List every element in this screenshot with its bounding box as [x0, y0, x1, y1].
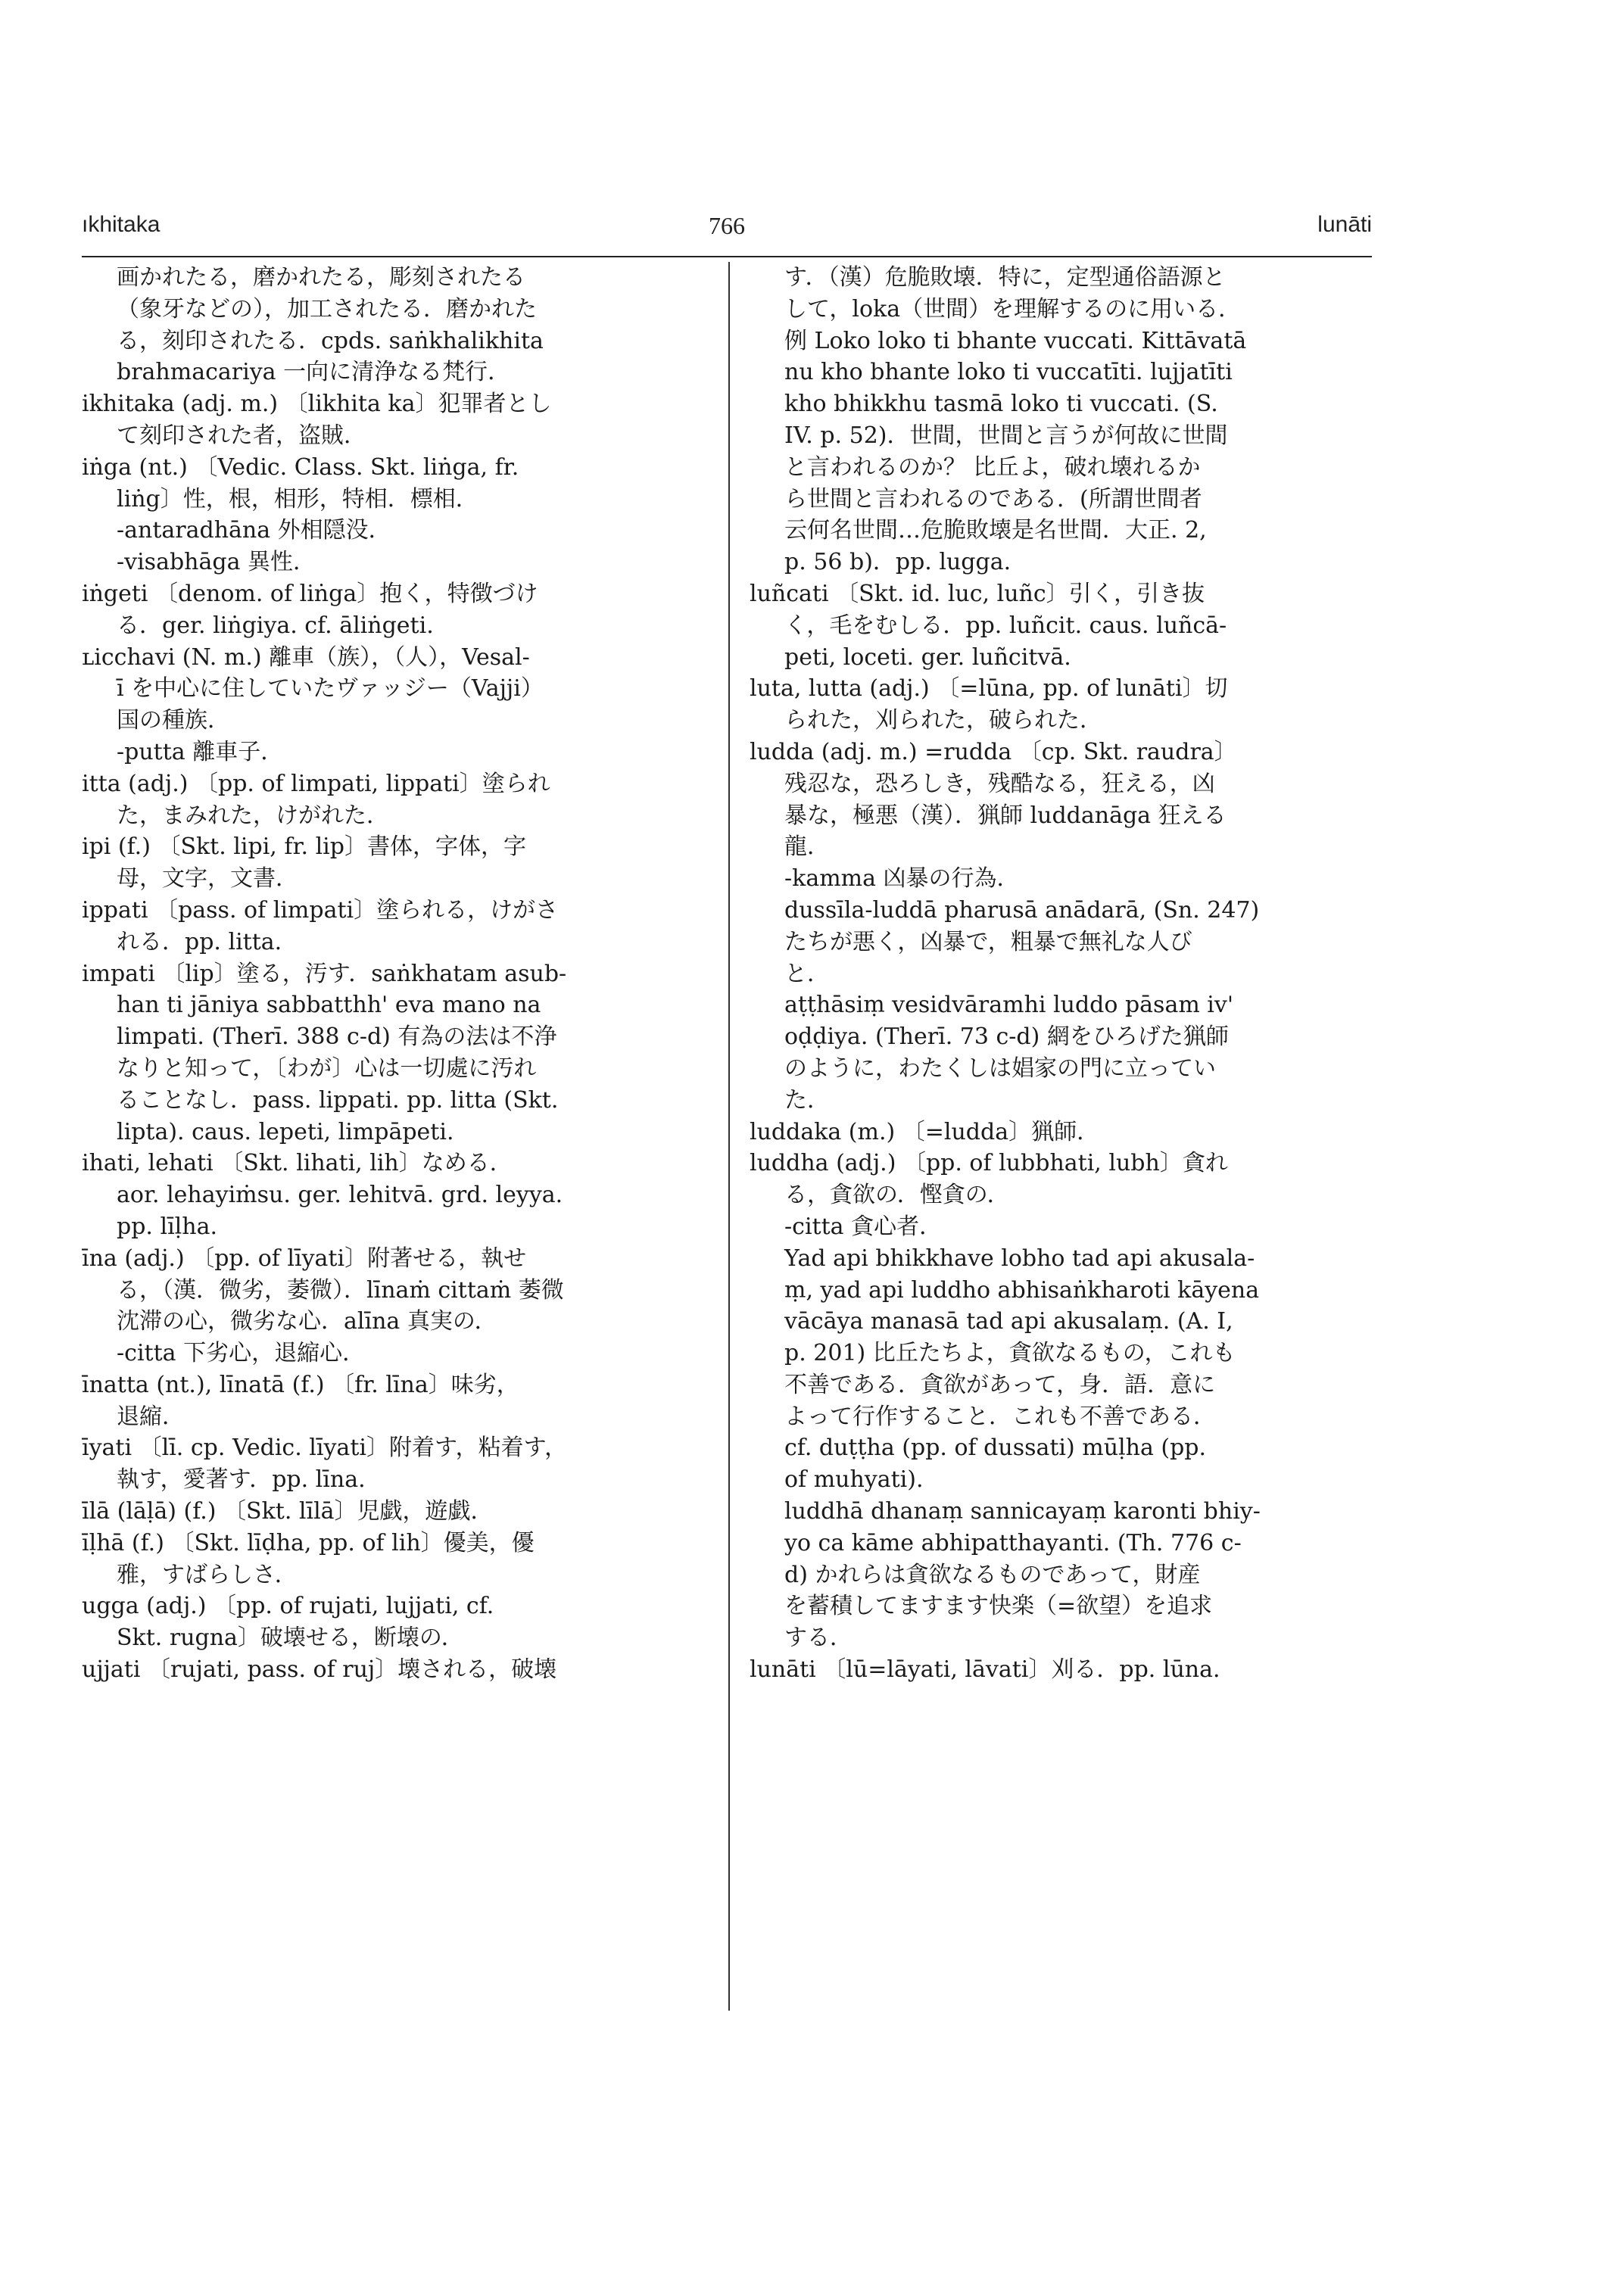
entry-headword-line: luddha (adj.) 〔pp. of lubbhati, lubh〕貪れ [750, 1150, 1228, 1177]
entry-text-line: -antaradhāna 外相隠没． [117, 517, 391, 544]
entry-headword-line: impati 〔lip〕塗る，汚す．saṅkhatam asub- [82, 960, 567, 987]
entry-text-line: 云何名世間…危脆敗壊是名世間．大正. 2, [784, 517, 1207, 544]
entry-text-line: -putta 離車子． [117, 738, 284, 765]
entry-text-line: limpati. (Therī. 388 c-d) 有為の法は不浄 [117, 1023, 557, 1051]
entry-text-line: る，（漢．微劣，萎微）．līnaṁ cittaṁ 萎微 [117, 1276, 564, 1304]
entry-text-line: と言われるのか？ 比丘よ，破れ壊れるか [784, 453, 1201, 481]
entry-text-line: p. 201) 比丘たちよ，貪欲なるもの，これも [784, 1340, 1236, 1367]
entry-text-line: d) かれらは貪欲なるものであって，財産 [784, 1561, 1201, 1588]
entry-text-line: -kamma 凶暴の行為． [784, 865, 1020, 893]
entry-text-line: 暴な，極悪（漢）．猟師 luddanāga 狂える [784, 802, 1227, 829]
entry-headword-line: itta (adj.) 〔pp. of limpati, lippati〕塗られ [82, 770, 550, 797]
entry-text-line: Skt. rugna〕破壊せる，断壊の． [117, 1625, 464, 1652]
column-divider [728, 262, 730, 2011]
entry-text-line: han ti jāniya sabbatthh' eva mano na [117, 992, 541, 1019]
entry-text-line: dussīla-luddā pharusā anādarā, (Sn. 247) [784, 896, 1260, 924]
page-number: 766 [709, 212, 745, 239]
entry-text-line: （象牙などの），加工されたる．磨かれた [117, 295, 537, 322]
entry-text-line: 母，文字，文書． [117, 865, 298, 893]
entry-headword-line: iṅgeti 〔denom. of liṅga〕抱く，特徴づけ [82, 580, 538, 607]
entry-text-line: ṃ, yad api luddho abhisaṅkharoti kāyena [784, 1276, 1260, 1304]
entry-headword-line: luta, lutta (adj.) 〔=lūna, pp. of lunāti〕切 [750, 675, 1228, 703]
entry-text-line: pp. līḷha. [117, 1213, 218, 1240]
entry-text-line: 龍． [784, 833, 830, 861]
entry-text-line: る，刻印されたる．cpds. saṅkhalikhita [117, 327, 544, 354]
entry-text-line: 沈滞の心，微劣な心．alīna 真実の． [117, 1308, 497, 1335]
entry-text-line: て刻印された者，盗賊． [117, 422, 366, 449]
entry-text-line: -citta 下劣心，退縮心． [117, 1340, 366, 1367]
entry-text-line: lipta). caus. lepeti, limpāpeti. [117, 1118, 454, 1145]
entry-text-line: -visabhāga 異性． [117, 549, 316, 576]
entry-text-line: る，貪欲の．慳貪の． [784, 1182, 1010, 1209]
entry-text-line: よって行作すること．これも不善である． [784, 1403, 1216, 1430]
entry-headword-line: iṅga (nt.) 〔Vedic. Class. Skt. liṅga, fr. [82, 453, 519, 481]
entry-text-line: する． [784, 1625, 853, 1652]
entry-text-line: れる．pp. litta. [117, 928, 282, 955]
entry-text-line: 退縮． [117, 1403, 185, 1430]
entry-headword-line: ujjati 〔rujati, pass. of ruj〕壊される，破壊 [82, 1656, 557, 1684]
entry-text-line: す．（漢）危脆敗壊．特に，定型通俗語源と [784, 264, 1226, 291]
entry-text-line: p. 56 b)．pp. lugga. [784, 549, 1011, 576]
entry-text-line: vācāya manasā tad api akusalaṃ. (A. I, [784, 1308, 1233, 1335]
entry-text-line: のように，わたくしは娼家の門に立ってい [784, 1055, 1216, 1082]
entry-headword-line: īlā (lāḷā) (f.) 〔Skt. līlā〕児戯，遊戯． [82, 1498, 494, 1525]
entry-text-line: 雅，すばらしさ． [117, 1561, 298, 1588]
entry-text-line: たちが悪く，凶暴で，粗暴で無礼な人び [784, 928, 1192, 955]
entry-headword-line: ludda (adj. m.) =rudda 〔cp. Skt. raudra〕 [750, 738, 1237, 765]
entry-text-line: して，loka（世間）を理解するのに用いる． [784, 295, 1242, 322]
entry-text-line: ることなし．pass. lippati. pp. litta (Skt. [117, 1086, 559, 1114]
page-header [82, 212, 1372, 250]
left-column [82, 262, 703, 2018]
entry-text-line: nu kho bhante loko ti vuccatīti. lujjatīti [784, 359, 1233, 386]
entry-text-line: と． [784, 960, 830, 987]
entry-text-line: られた，刈られた，破られた． [784, 707, 1102, 734]
right-column [750, 262, 1370, 2018]
entry-text-line: kho bhikkhu tasmā loko ti vuccati. (S. [784, 391, 1218, 418]
entry-text-line: た，まみれた，けがれた． [117, 802, 389, 829]
entry-text-line: なりと知って，〔わが〕心は一切處に汚れ [117, 1055, 537, 1082]
entry-headword-line: īyati 〔lī. cp. Vedic. līyati〕附着す，粘着す， [82, 1435, 568, 1462]
entry-text-line: peti, loceti. ger. luñcitvā. [784, 643, 1071, 671]
entry-headword-line: lunāti 〔lū=lāyati, lāvati〕刈る．pp. lūna. [750, 1656, 1220, 1684]
entry-text-line: -citta 貪心者． [784, 1213, 943, 1240]
entry-text-line: Yad api bhikkhave lobho tad api akusala- [784, 1245, 1255, 1272]
entry-text-line: luddhā dhanaṃ sannicayaṃ karonti bhiy- [784, 1498, 1261, 1525]
entry-text-line: 不善である．貪欲があって，身．語．意に [784, 1371, 1216, 1398]
header-rule [82, 256, 1372, 257]
entry-text-line: yo ca kāme abhipatthayanti. (Th. 776 c- [784, 1529, 1242, 1556]
entry-text-line: く，毛をむしる．pp. luñcit. caus. luñcā- [784, 612, 1227, 639]
entry-text-line: oḍḍiya. (Therī. 73 c-d) 網をひろげた猟師 [784, 1023, 1229, 1051]
entry-text-line: る．ger. liṅgiya. cf. āliṅgeti. [117, 612, 434, 639]
entry-text-line: 画かれたる，磨かれたる，彫刻されたる [117, 264, 525, 291]
entry-text-line: IV. p. 52)．世間，世間と言うが何故に世間 [784, 422, 1228, 449]
entry-headword-line: īnatta (nt.), līnatā (f.) 〔fr. līna〕味劣， [82, 1371, 519, 1398]
entry-text-line: ら世間と言われるのである．(所謂世間者 [784, 485, 1202, 512]
entry-headword-line: ipi (f.) 〔Skt. lipi, fr. lip〕書体，字体，字 [82, 833, 526, 861]
entry-text-line: 執す，愛著す．pp. līna. [117, 1466, 366, 1494]
entry-text-line: を蓄積してますます快楽（=欲望）を追求 [784, 1593, 1213, 1620]
header-right-guideword: lunāti [1317, 212, 1372, 237]
entry-headword-line: ʟicchavi (N. m.) 離車（族），（人），Vesal- [82, 643, 530, 671]
entry-text-line: 例 Loko loko ti bhante vuccati. Kittāvatā [784, 327, 1247, 354]
header-left-guideword: ıkhitaka [82, 212, 161, 237]
entry-headword-line: īḷhā (f.) 〔Skt. līḍha, pp. of lih〕優美，優 [82, 1529, 535, 1556]
entry-text-line: aṭṭhāsiṃ vesidvāramhi luddo pāsam iv' [784, 992, 1234, 1019]
entry-headword-line: īna (adj.) 〔pp. of līyati〕附著せる，執せ [82, 1245, 527, 1272]
entry-headword-line: ippati 〔pass. of limpati〕塗られる，けがさ [82, 896, 559, 924]
entry-headword-line: luddaka (m.) 〔=ludda〕猟師． [750, 1118, 1100, 1145]
entry-text-line: of muhyati). [784, 1466, 924, 1494]
entry-text-line: cf. duṭṭha (pp. of dussati) mūḷha (pp. [784, 1435, 1207, 1462]
entry-text-line: ī を中心に住していたヴァッジー（Vajji） [117, 675, 544, 703]
entry-text-line: た． [784, 1086, 830, 1114]
entry-text-line: aor. lehayiṁsu. ger. lehitvā. grd. leyya. [117, 1182, 563, 1209]
entry-headword-line: ihati, lehati 〔Skt. lihati, lih〕なめる． [82, 1150, 513, 1177]
entry-text-line: 国の種族． [117, 707, 230, 734]
entry-headword-line: ugga (adj.) 〔pp. of rujati, lujjati, cf. [82, 1593, 494, 1620]
entry-headword-line: ikhitaka (adj. m.) 〔likhita ka〕犯罪者とし [82, 391, 552, 418]
entry-headword-line: luñcati 〔Skt. id. luc, luñc〕引く，引き抜 [750, 580, 1205, 607]
entry-text-line: liṅg〕性，根，相形，特相．標相． [117, 485, 478, 512]
entry-text-line: brahmacariya 一向に清浄なる梵行． [117, 359, 511, 386]
entry-text-line: 残忍な，恐ろしき，残酷なる，狂える，凶 [784, 770, 1215, 797]
